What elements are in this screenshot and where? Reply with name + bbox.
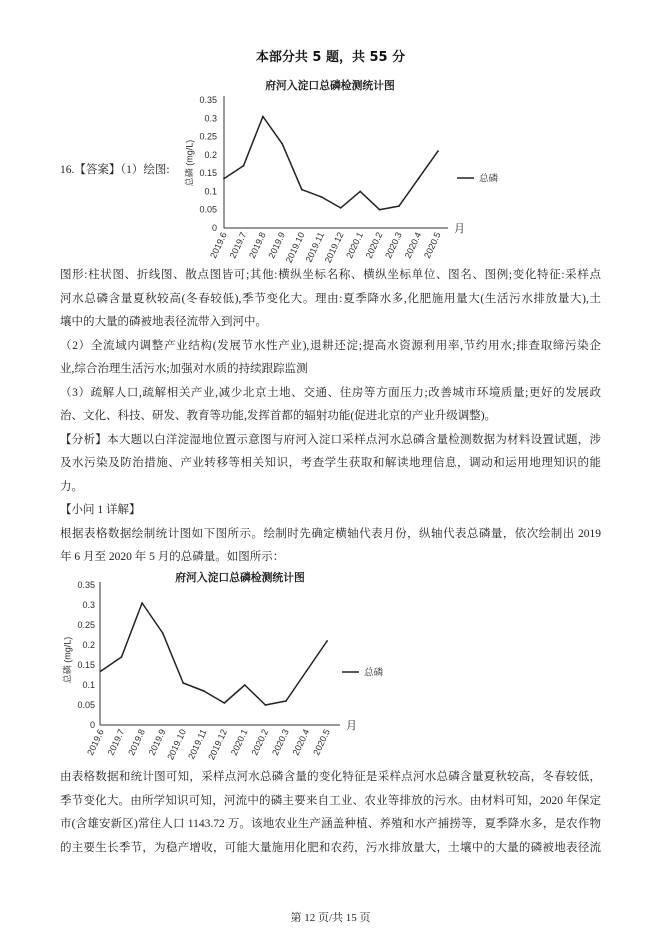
data-point (285, 700, 287, 702)
answer-line: 图形:柱状图、折线图、散点图皆可;其他:横纵坐标名称、横纵坐标单位、图名、图例;变化特征:采样点 (60, 269, 601, 281)
y-tick-label: 0.25 (77, 620, 95, 630)
chart-title: 府河入淀口总磷检测统计图 (175, 571, 305, 584)
x-tick-label: 2019.12 (322, 230, 346, 265)
data-point (121, 656, 123, 658)
x-tick-label: 2020.3 (383, 230, 404, 260)
data-point (306, 670, 308, 672)
data-point (162, 632, 164, 634)
total-phosphorus-chart-2 (60, 565, 410, 763)
x-tick-label: 2019.7 (105, 727, 127, 757)
data-point (141, 602, 143, 604)
y-tick-label: 0.35 (77, 580, 95, 590)
y-tick-label: 0.2 (82, 640, 95, 650)
x-tick-label: 2020.1 (344, 230, 366, 260)
x-tick-label: 2019.8 (126, 727, 147, 757)
data-point (182, 682, 184, 684)
y-tick-label: 0.25 (199, 131, 217, 142)
x-tick-label: 2019.7 (227, 230, 249, 260)
x-tick-label: 2020.3 (270, 727, 291, 757)
y-tick-label: 0.1 (204, 186, 217, 197)
data-point (320, 196, 322, 198)
x-tick-label: 2020.5 (311, 727, 332, 757)
data-point (203, 690, 205, 692)
data-point (265, 704, 267, 706)
x-tick-label: 2019.10 (283, 230, 307, 265)
answer-line: 壤中的大量的磷被地表径流带入到河中。 (60, 316, 267, 328)
page-footer: 第 12 页/共 15 页 (290, 912, 371, 924)
data-point (281, 143, 283, 145)
y-axis-label: 总磷 (mg/L) (184, 139, 195, 187)
answer-line: 河水总磷含量夏秋较高(冬春较低),季节变化大。理由:夏季降水多,化肥施用量大(生活污水排放量大),土 (60, 292, 601, 305)
analysis-line: 力。 (60, 480, 83, 493)
y-axis-label: 总磷 (mg/L) (62, 636, 73, 684)
data-point (262, 116, 264, 118)
x-tick-label: 2020.2 (363, 230, 385, 260)
explanation-line: 季节变化大。由所学知识可知，河流中的磷主要来自工业、农业等排放的污水。由材料可知，2020 年保定 (60, 794, 601, 807)
x-tick-label: 2019.9 (266, 230, 288, 260)
explanation-line: 的主要生长季节，为稳产增收，可能大量施用化肥和农药，污水排放量大，土壤中的大量的磷被地表径流 (60, 841, 601, 854)
data-point (418, 178, 420, 180)
sub-question-intro-line: 年 6 月至 2020 年 5 月的总磷量。如图所示： (60, 551, 285, 563)
sub-question-intro-line: 根据表格数据绘制统计图如下图所示。绘制时先确定横轴代表月份，纵轴代表总磷量，依次绘制出 2019 (60, 527, 601, 540)
x-tick-label: 2019.8 (247, 230, 268, 260)
y-tick-label: 0.15 (199, 168, 217, 179)
legend-label: 总磷 (364, 667, 384, 679)
analysis-line: 【分析】本大题以白洋淀湿地位置示意图与府河入淀口采样点河水总磷含量检测数据为材料设置试题，涉 (60, 433, 601, 446)
answer-and-analysis (60, 264, 601, 570)
data-point (326, 640, 328, 642)
x-tick-label: 2020.4 (290, 727, 312, 757)
x-tick-label: 2020.4 (402, 230, 424, 260)
section-title: 本部分共 5 题，共 55 分 (255, 50, 406, 65)
data-point (359, 191, 361, 193)
data-point (223, 178, 225, 180)
y-tick-label: 0.3 (82, 600, 95, 610)
data-point (244, 684, 246, 686)
x-tick-label: 2019.12 (206, 727, 230, 762)
x-tick-label: 2019.11 (303, 230, 327, 264)
explanation-line: 由表格数据和统计图可知，采样点河水总磷含量的变化特征是采样点河水总磷含量夏秋较高，冬春较低， (60, 771, 601, 783)
y-tick-label: 0.15 (77, 660, 95, 670)
data-point (398, 205, 400, 207)
x-tick-label: 2019.6 (208, 230, 229, 260)
answer-label: 16.【答案】（1）绘图: (60, 164, 170, 176)
answer-line: 治、文化、科技、研发、教育等功能,发挥首都的辐射功能(促进北京的产业升级调整)。 (60, 410, 497, 422)
y-tick-label: 0 (211, 223, 217, 233)
x-axis-unit: 月 (454, 223, 465, 235)
legend-label: 总磷 (479, 173, 499, 185)
y-tick-label: 0.2 (204, 149, 217, 160)
x-tick-label: 2019.6 (85, 727, 106, 757)
answer-line: （2）全流域内调整产业结构(发展节水性产业),退耕还淀;提高水资源利用率,节约用水;排查取缔污染企 (60, 339, 601, 352)
sub-question-heading: 【小问 1 详解】 (60, 504, 141, 516)
x-tick-label: 2019.10 (165, 727, 189, 762)
explanation-line: 市(含雄安新区)常住人口 1143.72 万。该地农业生产涵盖种植、养殖和水产捕捞等，夏季降水多，是农作物 (60, 818, 601, 830)
x-tick-label: 2020.2 (249, 727, 271, 757)
series-line (101, 603, 327, 705)
data-point (437, 150, 439, 152)
data-point (340, 207, 342, 209)
y-tick-label: 0.3 (204, 113, 217, 124)
y-tick-label: 0.1 (82, 680, 95, 690)
x-tick-label: 2019.9 (146, 727, 168, 757)
data-point (100, 670, 102, 672)
chart-title: 府河入淀口总磷检测统计图 (265, 79, 395, 92)
answer-line: 业,综合治理生活污水;加强对水质的持续跟踪监测 (60, 363, 308, 375)
data-point (243, 165, 245, 167)
answer-line: （3）疏解人口,疏解相关产业,减少北京土地、交通、住房等方面压力;改善城市环境质量;更好的发展政 (60, 386, 601, 399)
y-tick-label: 0.05 (199, 204, 217, 215)
data-point (379, 209, 381, 211)
total-phosphorus-chart-1 (180, 75, 510, 267)
x-tick-label: 2020.5 (422, 230, 443, 260)
data-point (223, 702, 225, 704)
sub-question-explanation (60, 766, 601, 860)
series-line (224, 117, 438, 210)
data-point (301, 189, 303, 191)
x-tick-label: 2020.1 (228, 727, 250, 757)
x-tick-label: 2019.11 (186, 727, 209, 761)
x-axis-unit: 月 (346, 720, 357, 732)
analysis-line: 及水污染及防治措施、产业转移等相关知识，考查学生获取和解读地理信息，调动和运用地理知识的能 (60, 457, 601, 469)
y-tick-label: 0.05 (77, 700, 95, 710)
y-tick-label: 0.35 (199, 95, 217, 105)
y-tick-label: 0 (89, 720, 95, 730)
